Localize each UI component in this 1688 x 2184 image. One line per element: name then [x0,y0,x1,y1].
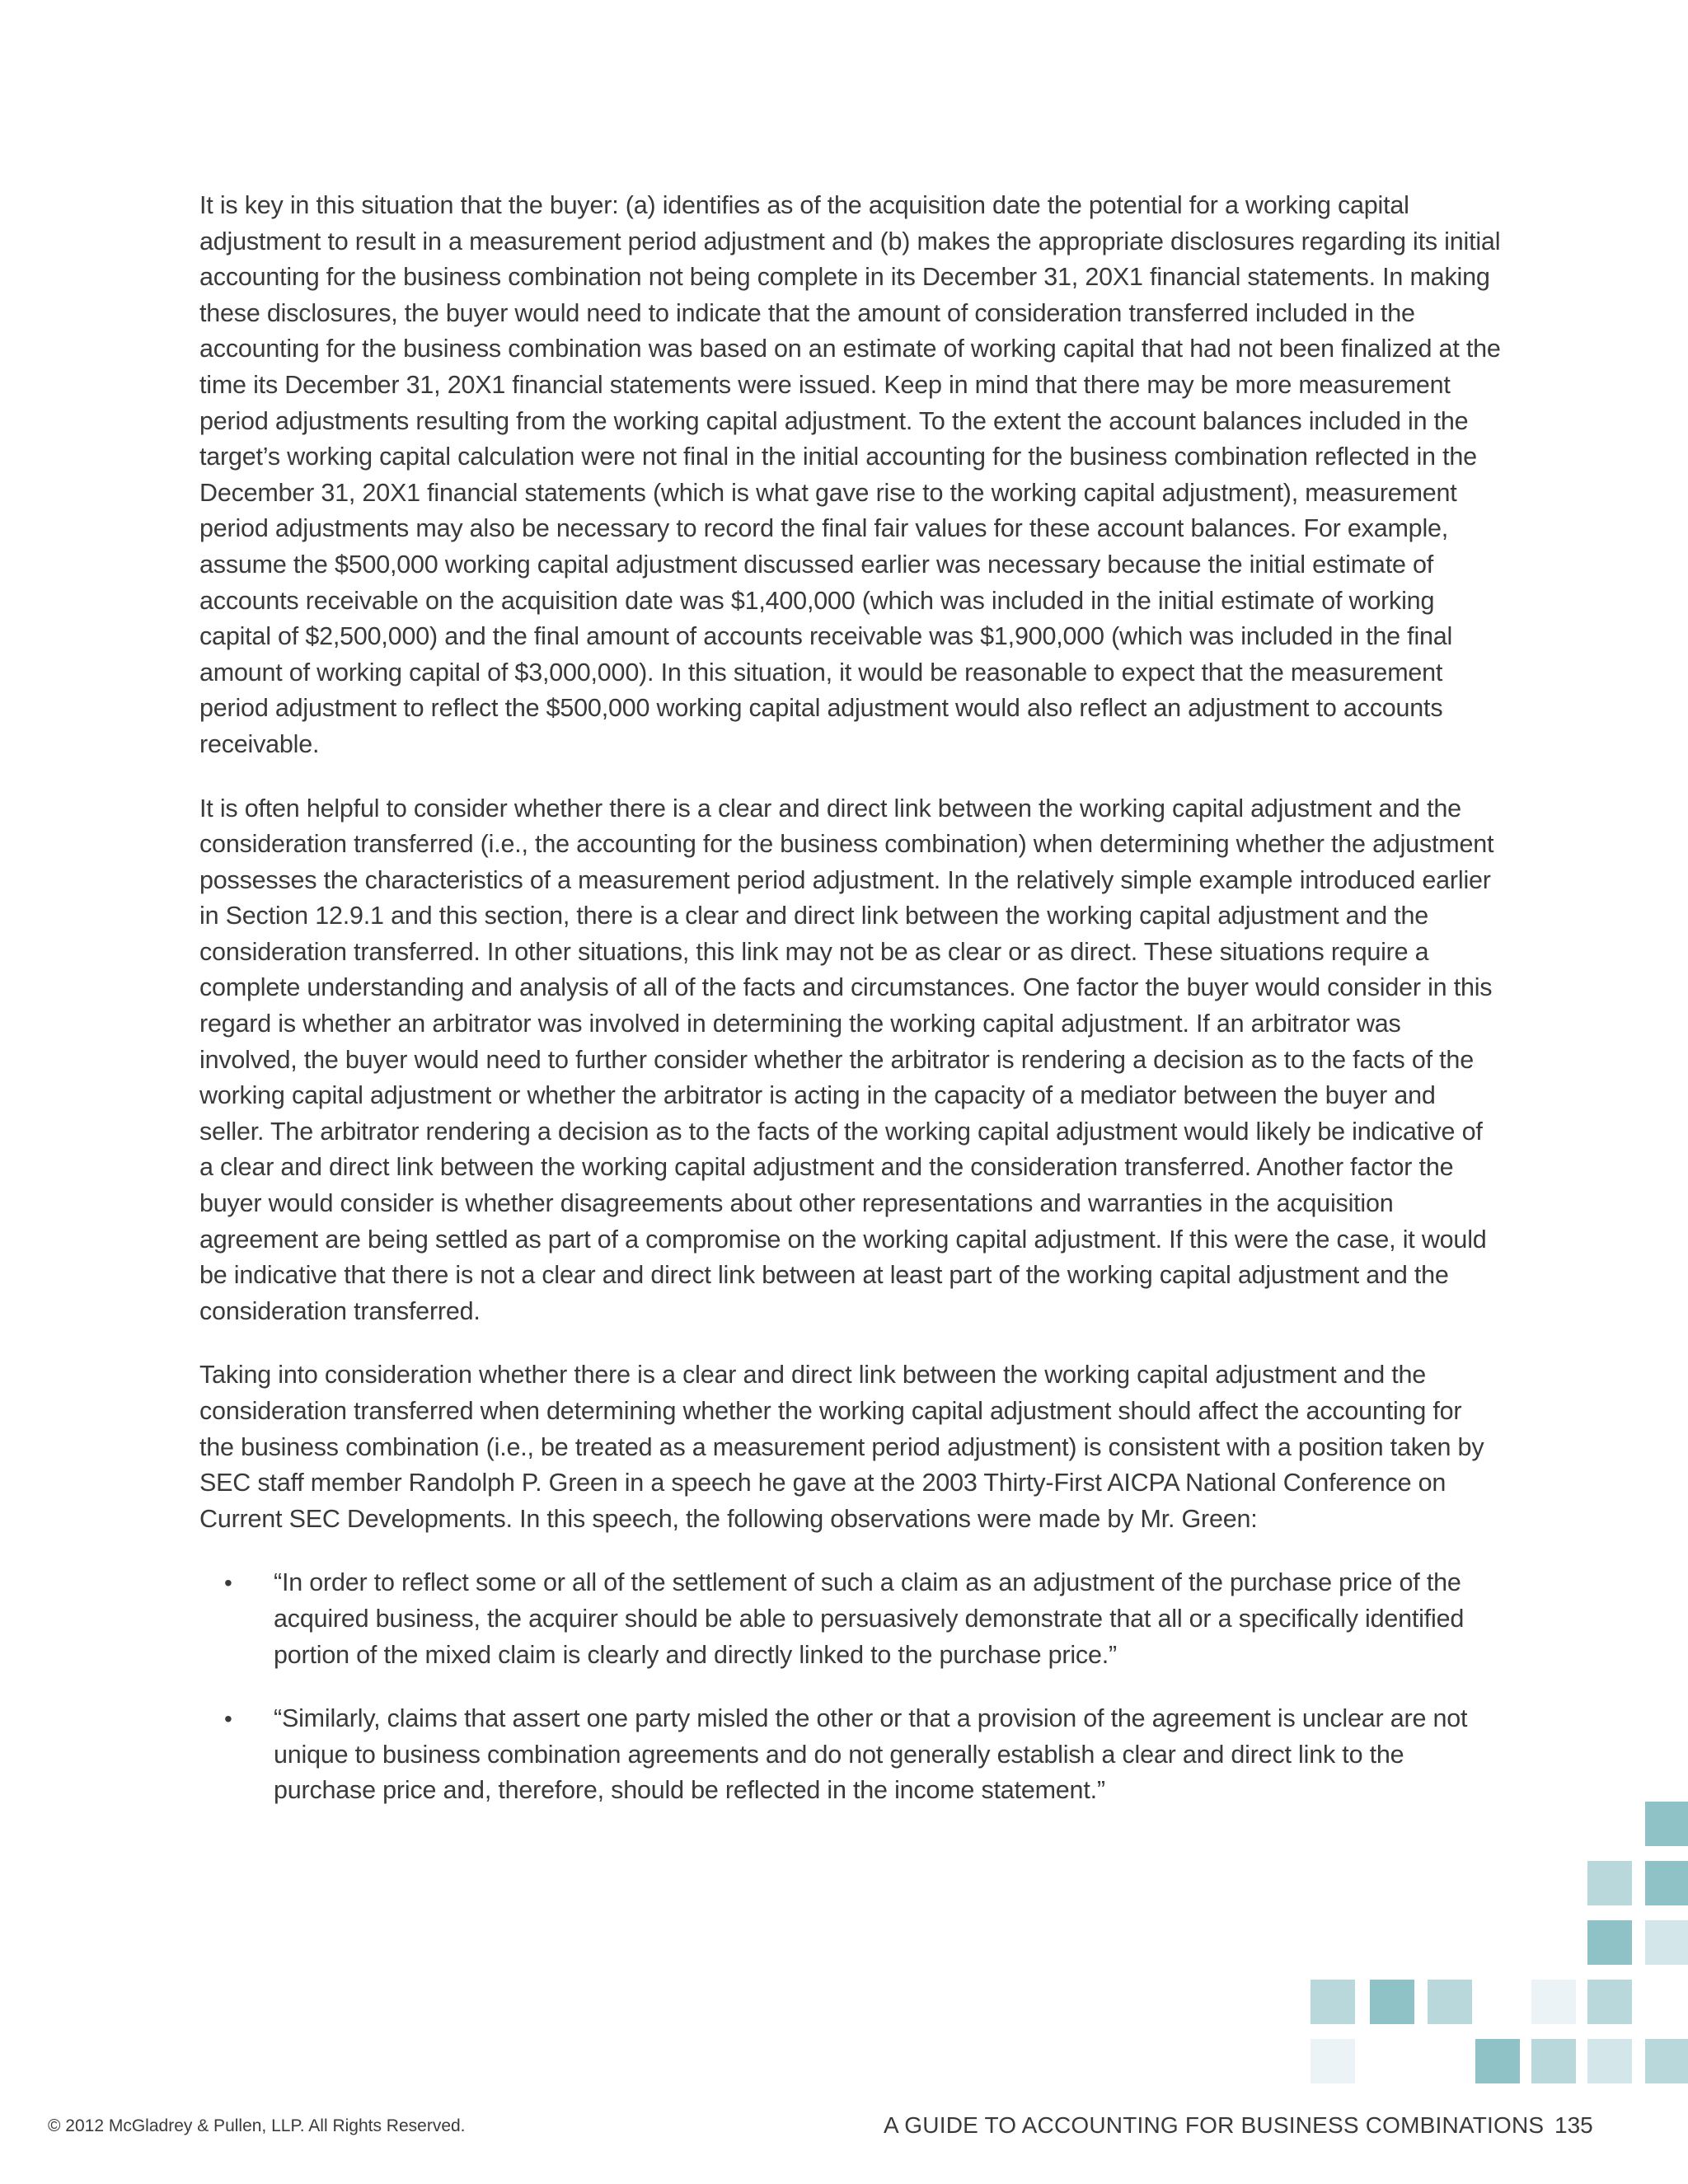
quote-list [199,1565,1502,1809]
deco-square [1370,1980,1414,2024]
quote-text: “In order to reflect some or all of the settlement of such a claim as an adjustment of the purchase price of the acquired business, the acquirer should be able to persuasively demonstrate that all or a specifically identified portion of the mixed claim is clearly and directly linked to the purchase price.” [274,1568,1465,1669]
page-number: 135 [1554,2112,1593,2138]
running-footer-title: A GUIDE TO ACCOUNTING FOR BUSINESS COMBINATIONS [884,2112,1545,2138]
paragraph-2: It is often helpful to consider whether there is a clear and direct link between the working capital adjustment and the consideration transferred (i.e., the accounting for the business combination) when determining whether the adjustment possesses the characteristics of a measurement period adjustment. In the relatively simple example introduced earlier in Section 12.9.1 and this section, there is a clear and direct link between the working capital adjustment and the consideration transferred. In other situations, this link may not be as clear or as direct. These situations require a complete understanding and analysis of all of the facts and circumstances. One factor the buyer would consider in this regard is whether an arbitrator was involved in determining the working capital adjustment. If an arbitrator was involved, the buyer would need to further consider whether the arbitrator is rendering a decision as to the facts of the working capital adjustment or whether the arbitrator is acting in the capacity of a mediator between the buyer and seller. The arbitrator rendering a decision as to the facts of the working capital adjustment would likely be indicative of a clear and direct link between the working capital adjustment and the consideration transferred. Another factor the buyer would consider is whether disagreements about other representations and warranties in the acquisition agreement are being settled as part of a compromise on the working capital adjustment. If this were the case, it would be indicative that there is not a clear and direct link between at least part of the working capital adjustment and the consideration transferred. [199,794,1494,1325]
deco-square [1428,1980,1472,2024]
deco-square [1645,2039,1688,2083]
body-content [199,188,1502,1837]
deco-square [1531,1980,1576,2024]
paragraph-1: It is key in this situation that the buyer: (a) identifies as of the acquisition date the potential for a working capital adjustment to result in a measurement period adjustment and (b) makes the appropriate disclosures regarding its initial accounting for the business combination not being complete in its December 31, 20X1 financial statements. In making these disclosures, the buyer would need to indicate that the amount of consideration transferred included in the accounting for the business combination was based on an estimate of working capital that had not been finalized at the time its December 31, 20X1 financial statements were issued. Keep in mind that there may be more measurement period adjustments resulting from the working capital adjustment. To the extent the account balances included in the target’s working capital calculation were not final in the initial accounting for the business combination reflected in the December 31, 20X1 financial statements (which is what gave rise to the working capital adjustment), measurement period adjustments may also be necessary to record the final fair values for these account balances. For example, assume the $500,000 working capital adjustment discussed earlier was necessary because the initial estimate of accounts receivable on the acquisition date was $1,400,000 (which was included in the initial estimate of working capital of $2,500,000) and the final amount of accounts receivable was $1,900,000 (which was included in the final amount of working capital of $3,000,000). In this situation, it would be reasonable to expect that the measurement period adjustment to reflect the $500,000 working capital adjustment would also reflect an adjustment to accounts receivable. [199,191,1501,758]
bullet-icon: • [224,1570,232,1596]
deco-square [1645,1920,1688,1965]
bullet-icon: • [224,1706,232,1732]
deco-square [1531,2039,1576,2083]
deco-square [1645,1861,1688,1905]
copyright-notice: © 2012 McGladrey & Pullen, LLP. All Rights Reserved. [48,2116,466,2135]
list-item [199,1701,1502,1809]
quote-text: “Similarly, claims that assert one party misled the other or that a provision of the agreement is unclear are not unique to business combination agreements and do not generally establish a clear and direct link to the purchase price and, therefore, should be reflected in the income statement.” [274,1704,1468,1805]
deco-square [1645,1802,1688,1846]
deco-square [1311,2039,1355,2083]
list-item [199,1565,1502,1673]
deco-square [1587,1861,1632,1905]
deco-square [1587,2039,1632,2083]
paragraph-3: Taking into consideration whether there is a clear and direct link between the working capital adjustment and the consideration transferred when determining whether the working capital adjustment should affect the accounting for the business combination (i.e., be treated as a measurement period adjustment) is consistent with a position taken by SEC staff member Randolph P. Green in a speech he gave at the 2003 Thirty-First AICPA National Conference on Current SEC Developments. In this speech, the following observations were made by Mr. Green: [199,1361,1484,1533]
deco-square [1587,1920,1632,1965]
deco-square [1475,2039,1520,2083]
deco-square [1311,1980,1355,2024]
deco-square [1587,1980,1632,2024]
